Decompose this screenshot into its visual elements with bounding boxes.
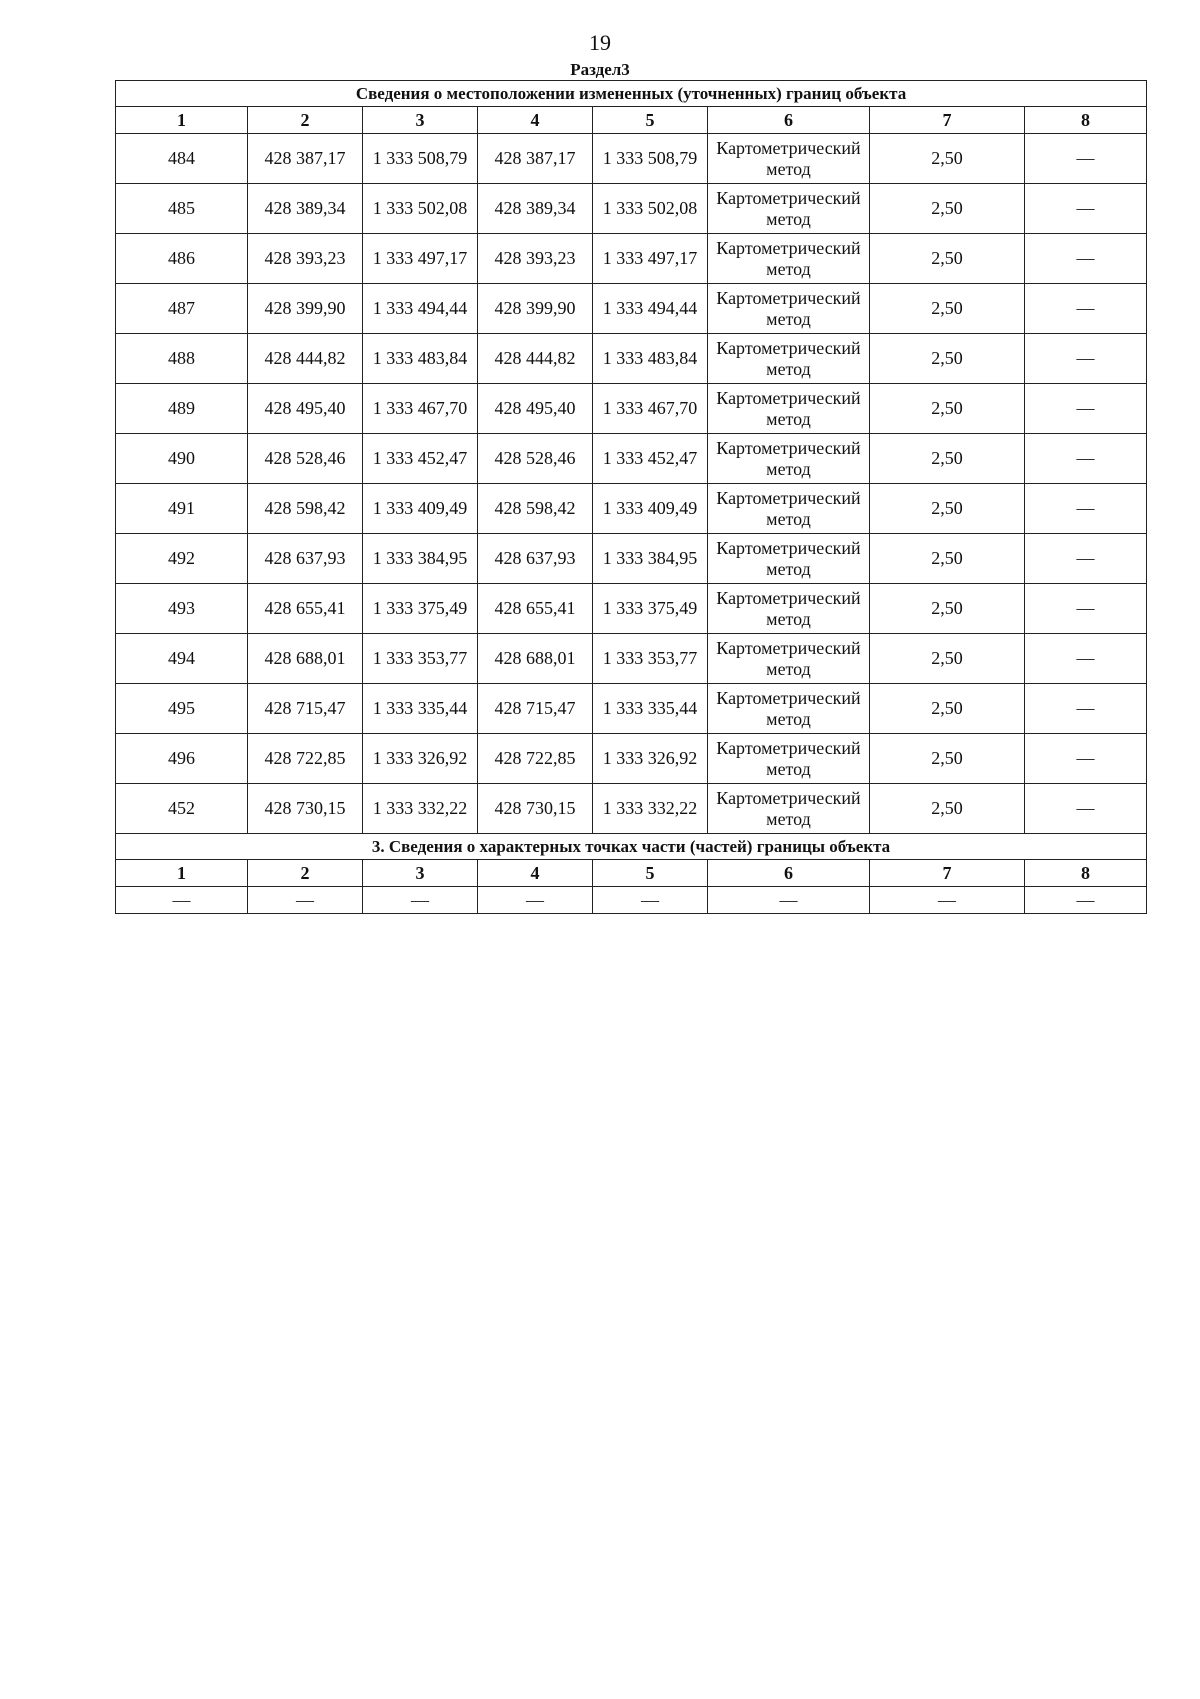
- boundary-point-row: [116, 734, 1147, 784]
- boundary-point-row: [116, 484, 1147, 534]
- page-number: 19: [589, 30, 611, 55]
- column-number: 3: [363, 107, 478, 134]
- table-cell: —: [1025, 634, 1147, 684]
- boundary-point-row: [116, 284, 1147, 334]
- table-cell: 1 333 384,95: [593, 534, 708, 584]
- table-cell: 1 333 326,92: [363, 734, 478, 784]
- table-cell: —: [116, 887, 248, 914]
- table-cell: 428 399,90: [478, 284, 593, 334]
- table-cell: 428 444,82: [248, 334, 363, 384]
- boundary-point-row: [116, 434, 1147, 484]
- table-cell: 428 715,47: [248, 684, 363, 734]
- table-cell: Картометрический метод: [708, 484, 870, 534]
- table1-title: Сведения о местоположении измененных (уточненных) границ объекта: [116, 81, 1147, 107]
- boundary-point-row: [116, 234, 1147, 284]
- table-cell: Картометрический метод: [708, 534, 870, 584]
- table-cell: 1 333 409,49: [363, 484, 478, 534]
- table-cell: —: [1025, 734, 1147, 784]
- table-cell: 452: [116, 784, 248, 834]
- table-cell: 428 444,82: [478, 334, 593, 384]
- column-number: 5: [593, 107, 708, 134]
- table2-column-numbers: [116, 860, 1147, 887]
- table-cell: 428 688,01: [478, 634, 593, 684]
- table-cell: Картометрический метод: [708, 234, 870, 284]
- table-cell: Картометрический метод: [708, 384, 870, 434]
- table-cell: 1 333 335,44: [363, 684, 478, 734]
- column-number: 4: [478, 860, 593, 887]
- table-cell: 495: [116, 684, 248, 734]
- table-cell: 1 333 332,22: [363, 784, 478, 834]
- boundary-point-row: [116, 534, 1147, 584]
- table-cell: —: [363, 887, 478, 914]
- table-cell: 2,50: [870, 634, 1025, 684]
- column-number: 1: [116, 860, 248, 887]
- table-cell: 1 333 409,49: [593, 484, 708, 534]
- table-cell: 428 730,15: [248, 784, 363, 834]
- table-cell: —: [1025, 684, 1147, 734]
- table-cell: 428 722,85: [478, 734, 593, 784]
- table-cell: 2,50: [870, 334, 1025, 384]
- table-cell: 428 528,46: [478, 434, 593, 484]
- table1-column-numbers: [116, 107, 1147, 134]
- table-cell: —: [1025, 887, 1147, 914]
- table-cell: —: [1025, 134, 1147, 184]
- table1-title-row: [116, 81, 1147, 107]
- table-cell: —: [1025, 534, 1147, 584]
- table-cell: 428 387,17: [248, 134, 363, 184]
- table-cell: —: [593, 887, 708, 914]
- table-cell: 1 333 508,79: [363, 134, 478, 184]
- table-cell: 2,50: [870, 584, 1025, 634]
- table-cell: 494: [116, 634, 248, 684]
- boundary-point-row: [116, 134, 1147, 184]
- section-label: Раздел3: [570, 60, 630, 79]
- table-cell: 428 688,01: [248, 634, 363, 684]
- table-cell: 484: [116, 134, 248, 184]
- table-cell: 492: [116, 534, 248, 584]
- table-cell: 428 495,40: [478, 384, 593, 434]
- table-cell: Картометрический метод: [708, 684, 870, 734]
- table-cell: 428 393,23: [248, 234, 363, 284]
- table-cell: 428 655,41: [478, 584, 593, 634]
- column-number: 6: [708, 107, 870, 134]
- part-point-row: [116, 887, 1147, 914]
- column-number: 3: [363, 860, 478, 887]
- boundary-point-row: [116, 684, 1147, 734]
- boundary-point-row: [116, 784, 1147, 834]
- table-cell: 1 333 494,44: [593, 284, 708, 334]
- boundary-point-row: [116, 184, 1147, 234]
- table-cell: 2,50: [870, 684, 1025, 734]
- table-cell: —: [1025, 484, 1147, 534]
- table-cell: 487: [116, 284, 248, 334]
- table-cell: 428 393,23: [478, 234, 593, 284]
- table-cell: 493: [116, 584, 248, 634]
- table-cell: 1 333 467,70: [363, 384, 478, 434]
- table-cell: Картометрический метод: [708, 434, 870, 484]
- table-cell: —: [870, 887, 1025, 914]
- table-cell: 1 333 483,84: [593, 334, 708, 384]
- table-cell: —: [1025, 234, 1147, 284]
- boundary-point-row: [116, 334, 1147, 384]
- boundary-point-row: [116, 384, 1147, 434]
- table-cell: —: [478, 887, 593, 914]
- table-cell: 2,50: [870, 184, 1025, 234]
- table-cell: —: [1025, 334, 1147, 384]
- table-cell: 1 333 483,84: [363, 334, 478, 384]
- table-cell: 1 333 502,08: [593, 184, 708, 234]
- table-cell: 1 333 508,79: [593, 134, 708, 184]
- table-cell: 1 333 332,22: [593, 784, 708, 834]
- table-cell: —: [1025, 184, 1147, 234]
- table-cell: —: [1025, 284, 1147, 334]
- table-cell: 1 333 497,17: [363, 234, 478, 284]
- table-cell: 491: [116, 484, 248, 534]
- boundary-point-row: [116, 634, 1147, 684]
- table-cell: 2,50: [870, 134, 1025, 184]
- table-cell: 428 637,93: [478, 534, 593, 584]
- table-cell: —: [248, 887, 363, 914]
- table-cell: 1 333 452,47: [593, 434, 708, 484]
- table-cell: 428 715,47: [478, 684, 593, 734]
- table-cell: —: [708, 887, 870, 914]
- boundary-point-row: [116, 584, 1147, 634]
- table-cell: 2,50: [870, 484, 1025, 534]
- column-number: 2: [248, 107, 363, 134]
- table-cell: 428 389,34: [478, 184, 593, 234]
- column-number: 8: [1025, 107, 1147, 134]
- table-cell: 428 495,40: [248, 384, 363, 434]
- table-cell: —: [1025, 784, 1147, 834]
- table-cell: Картометрический метод: [708, 734, 870, 784]
- table-cell: 1 333 502,08: [363, 184, 478, 234]
- table-cell: 1 333 375,49: [593, 584, 708, 634]
- table-cell: 428 399,90: [248, 284, 363, 334]
- table-cell: 428 387,17: [478, 134, 593, 184]
- table-cell: 1 333 494,44: [363, 284, 478, 334]
- table-cell: 1 333 384,95: [363, 534, 478, 584]
- table-body: [116, 81, 1147, 914]
- table-cell: 1 333 452,47: [363, 434, 478, 484]
- table-cell: 2,50: [870, 284, 1025, 334]
- table-cell: Картометрический метод: [708, 284, 870, 334]
- table-cell: 428 730,15: [478, 784, 593, 834]
- table-cell: 2,50: [870, 784, 1025, 834]
- table-cell: 2,50: [870, 234, 1025, 284]
- table2-title-row: [116, 834, 1147, 860]
- table-cell: 485: [116, 184, 248, 234]
- table-cell: 486: [116, 234, 248, 284]
- table-cell: 1 333 353,77: [363, 634, 478, 684]
- table-cell: 489: [116, 384, 248, 434]
- table-cell: 428 722,85: [248, 734, 363, 784]
- table-cell: 1 333 497,17: [593, 234, 708, 284]
- table-cell: 428 637,93: [248, 534, 363, 584]
- table-cell: 428 598,42: [478, 484, 593, 534]
- table2-title: 3. Сведения о характерных точках части (частей) границы объекта: [116, 834, 1147, 860]
- column-number: 6: [708, 860, 870, 887]
- table-cell: 1 333 375,49: [363, 584, 478, 634]
- table-cell: 2,50: [870, 384, 1025, 434]
- table-cell: Картометрический метод: [708, 184, 870, 234]
- table-cell: Картометрический метод: [708, 334, 870, 384]
- table-cell: 428 598,42: [248, 484, 363, 534]
- table-cell: Картометрический метод: [708, 134, 870, 184]
- table-cell: 2,50: [870, 734, 1025, 784]
- column-number: 4: [478, 107, 593, 134]
- table-cell: 488: [116, 334, 248, 384]
- column-number: 1: [116, 107, 248, 134]
- column-number: 2: [248, 860, 363, 887]
- table-cell: 1 333 335,44: [593, 684, 708, 734]
- table-cell: 496: [116, 734, 248, 784]
- table-cell: 428 389,34: [248, 184, 363, 234]
- table-cell: Картометрический метод: [708, 584, 870, 634]
- table-cell: 1 333 326,92: [593, 734, 708, 784]
- table-cell: 1 333 467,70: [593, 384, 708, 434]
- table-cell: Картометрический метод: [708, 784, 870, 834]
- column-number: 5: [593, 860, 708, 887]
- column-number: 7: [870, 860, 1025, 887]
- table-cell: 490: [116, 434, 248, 484]
- coordinates-table: [115, 80, 1147, 914]
- table-cell: 2,50: [870, 434, 1025, 484]
- table-cell: —: [1025, 584, 1147, 634]
- table-cell: 2,50: [870, 534, 1025, 584]
- column-number: 7: [870, 107, 1025, 134]
- table-cell: —: [1025, 434, 1147, 484]
- table-cell: 1 333 353,77: [593, 634, 708, 684]
- column-number: 8: [1025, 860, 1147, 887]
- table-cell: 428 655,41: [248, 584, 363, 634]
- table-cell: Картометрический метод: [708, 634, 870, 684]
- table-cell: —: [1025, 384, 1147, 434]
- table-cell: 428 528,46: [248, 434, 363, 484]
